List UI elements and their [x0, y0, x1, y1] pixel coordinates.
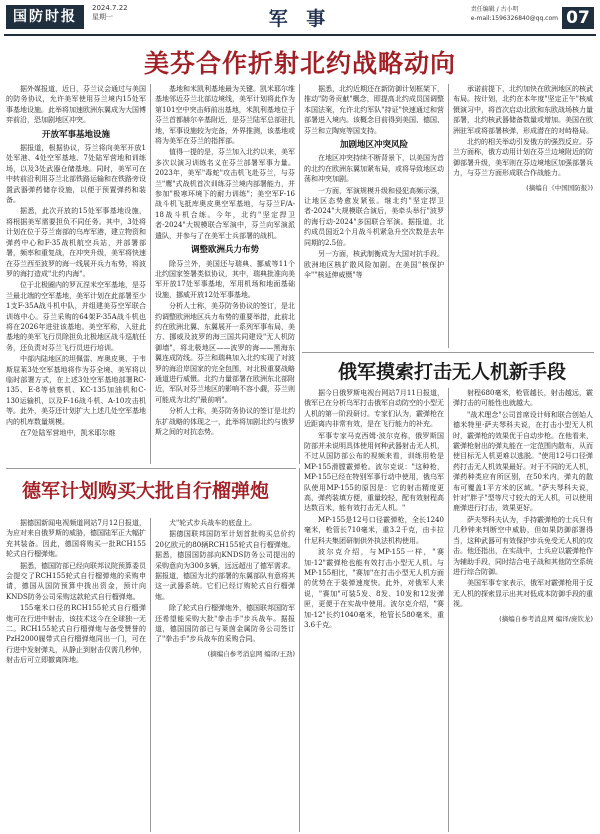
- paragraph: 中部内陆地区的坦佩雷、库奥皮奥、于韦斯屈莱3处空军基地将作为芬全境、美军将以临时部署方式，在上述3处空军基地部署RC-135、E-8等侦察机、KC-135加油机和C-130运输机，以及F-16战斗机、A-10攻击机等。此外，美芬还计划扩大上述几处空军基地内的机库数量规模。: [6, 355, 146, 426]
- a3c1: [6, 518, 146, 666]
- article1-source: (摘编自《中国国防报》): [526, 183, 593, 192]
- paragraph: 除芬兰外，美国还与瑞典、挪威等11个北约国家签署类似协议，其中，瑞典批准向美军开放17处军事基地，军用机场和地面基础设施，挪威开放12处军事基地。: [155, 259, 295, 299]
- paragraph: 位于北极圈内的罗瓦涅米空军基地，是芬兰最北端的空军基地，美军计划在此部署至少1支F-35A战斗机中队，并组建美芬空军联合训练中心。芬兰采购的64架F-35A战斗机也将在2026年进驻该基地。美空军称，入驻此基地的美军飞行员除担负北极地区战斗巡航任务，还负责对芬兰飞行员进行培训。: [6, 281, 146, 352]
- paragraph: 据报道，根据协议，芬兰将向美军开放1处军港、4处空军基地、7处陆军营地和训练场，以及3处武器仓储基地。同时，美军可在中转前沿利用芬兰北部铁路运输和在铁路旁设置武器弹药储存设施，以便于预置弹药和装备。: [6, 144, 146, 205]
- article1-column-1: [6, 84, 146, 464]
- column-divider: [299, 84, 300, 464]
- column-divider: [150, 84, 151, 464]
- paragraph: 分析人士称，美芬防务协议的签订，是北约调整欧洲地区兵力布势的重要举措，此前北约在欧洲北翼、东翼展开一系列军事布局，美方、挪威及波罗的海三国共同建设"无人机防御墙"，将北极地区——波罗的海——黑海东翼连成防线。芬兰和瑞典加入北约实现了对波罗的海沿岸国家的完全包围，对北极重要战略通道进行威慑。北约力量部署在欧洲东北部附近，军队对芬兰地区的影响不容小觑，芬兰则可能成为北约"最前哨"。: [155, 302, 295, 404]
- article3-headline: 德军计划购买大批自行榴弹炮: [22, 480, 270, 502]
- paragraph: 据德国联邦国防军计划首批购买总价约20亿欧元的80辆RCH155轮式自行榴弹炮。据悉，德国国防部向KNDS防务公司提出的采购意向为300多辆，远远超出了德军需求。据报道，德国为北约部署的东翼部队有意将其这一武器系统。它们已经订购轮式自行榴弹炮。: [155, 530, 295, 601]
- paragraph: "战术理念"公司首席设计师和联合创始人德米特里·萨夫琴科夫说，在打击小型无人机时，霰弹枪的效果优于自动步枪。在他看来，霰弹枪射出的弹丸能在一定范围内散布，从而使目标无人机更难以逃脱。"使用12号口径弹药打击无人机效果最好。对于不同的无人机，弹药种类应有所区别，在50米内，弹丸的散布可覆盖1平方米的区域。"萨夫琴科夫说，针对"胖子"型等尺寸较大的无人机，可以使用鹿弹进行打击，效果更好。: [453, 410, 593, 513]
- paragraph: 波尔克介绍，与MP-155一样，"赛加-12"霰弹枪也能有效打击小型无人机。与MP-155相比，"赛加"在打击小型无人机方面的优势在于装弹速度快。此外，对俄军人来说，"赛加"可装5发、8发、10发和12发弹匣，更便于在实战中使用。波尔克介绍，"赛加-12"长约1040毫米，枪管长580毫米，重3.6千克。: [304, 548, 444, 629]
- paragraph: 据德国新闻电视频道网站7月12日报道，为应对来自俄罗斯的威胁，德国陆军正大幅扩充其装备。因此，德国将购买一批RCH155轮式自行榴弹炮。: [6, 519, 146, 559]
- paragraph: 军事专家马克西姆·波尔克称，俄罗斯国防部并未说明具体使用何种武器射击无人机，不过从国防部公布的视频来看，训练用枪是MP-155滑膛霰弹枪。波尔克说："这种枪，MP-155已经在特别军事行动中使用，俄乌军队使用MP-155的原因是：它的射击精度更高，弹药装填方便，重量较轻，配有效射程高达数百米，能有效打击无人机。": [304, 431, 444, 513]
- paragraph: 据悉，此次开放的15处军事基地设施，将根据美军需要担负不同任务。其中，3处将计划在位于芬兰南部的乌库军港，建立物资和弹药中心和F-35战机航空兵站，并部署部署，频率和重复战，在冲突升级，美军将快速在芬兰西至波罗的海一线展开兵力布势，将波罗的海打造成"北约内海"。: [6, 207, 146, 278]
- a1c3-top: [304, 84, 444, 136]
- column-divider: [448, 388, 449, 832]
- article1-column-4: [453, 84, 593, 348]
- article1-column-2: [155, 84, 295, 464]
- paragraph: 萨夫琴科夫认为，手持霰弹枪的士兵只有几秒钟来判断空中威胁，但如果防御部署得当，这种武器可有效保护步兵免受无人机的攻击。他还指出，在实战中，士兵应以霰弹枪作为辅助手段，同时结合电子战和其他防空系统进行综合防御。: [453, 515, 593, 576]
- paragraph: 射程680毫米，枪管越长，射击越远，霰弹打击的可能性也就越大。: [453, 389, 593, 408]
- section-divider: [6, 468, 296, 469]
- column-divider: [448, 84, 449, 348]
- column-divider: [299, 468, 300, 832]
- paragraph: MP-155是12号口径霰弹枪，全长1240毫米，枪管长710毫米，重3.2千克，由卡拉什尼科夫集团研制供外执法机构使用。: [304, 515, 444, 545]
- page-number: 07: [562, 7, 594, 29]
- section-divider: [302, 352, 594, 353]
- paragraph: 美国军事专家表示，俄军对霰弹枪用于反无人机的探索显示出其对低成本防御手段的重视。: [453, 579, 593, 609]
- paragraph: 在7处陆军营地中，凯米耶尔维: [20, 429, 116, 437]
- a2c1: [304, 388, 444, 630]
- paragraph: 分析人士称，美芬防务协议的签订是北约东扩战略的体现之一，此举将加剧北约与俄罗斯之间的对抗态势。: [155, 407, 295, 436]
- paragraph: 北约的相关举动引发俄方的强烈反应。芬兰方面称，俄方动用计划在芬兰边境附近的防御部署升级，美军则在芬边境地区加强部署兵力，与芬兰方面形成联合作战能力。: [453, 138, 593, 178]
- article3-source: (摘编自参考消息网 编译/王劲): [207, 649, 295, 658]
- a3c2: [155, 518, 295, 645]
- editor-info: 责任编辑 / 古小明 e-mail:1596326840@qq.com: [470, 6, 558, 22]
- paragraph: 另一方面，核武制衡成为大国对抗手段。欧洲地区核扩散风险加剧。在美国"核保护伞""核延伸威慑"等: [304, 250, 444, 279]
- a1c2-mid: [155, 259, 295, 438]
- a1c3-mid: [304, 153, 444, 280]
- issue-date: 2024.7.22 星期一: [92, 4, 128, 21]
- paragraph: 155毫米口径的RCH155轮式自行榴弹炮可在行进中射击，该技术这今在全球独一无二。RCH155轮式自行榴弹炮与备受赞誉的PzH2000履带式自行榴弹炮同出一门，可在行进中发射弹丸，从静止到射击仅需几秒钟，射击后可立即撤离阵地。: [6, 604, 146, 665]
- paragraph: 承诺前提下，北约加快在欧洲地区的核武布局。按计划，北约在本年度"坚定正午"核威慑演习中，将首次启动北欧和东欧战场核力量部署，北约核武器储备数量或增加。美国在欧洲驻军或将部署核弹，形成潜在的对峙格局。: [453, 85, 593, 135]
- paragraph: 据悉，北约近期还在新防御计划框架下，推动"防务贡献"概念，即提高北约成员国调整本国法案，允许北约军队"持证"快速通过和营部署进入境内。该概念目前得到美国、德国、芬兰和立陶宛等国支持。: [304, 85, 444, 135]
- paragraph: 据今日俄罗斯电视台网站7月11日报道，俄军已在分析乌军打击俄军自动防空的小型无人机的第一阶段研讨。专家们认为，霰弹枪在近距离内非常有效，是在飞行能力的补充。: [304, 389, 444, 429]
- paragraph: 犬"轮式步兵战车的底盘上。: [169, 519, 257, 527]
- a1c2-top: [155, 84, 295, 241]
- subhead-force-posture: 调整欧洲兵力布势: [190, 245, 259, 256]
- paragraph: 据外媒报道，近日，芬兰议会通过与美国的防务协议，允许美军使用芬兰境内15处军事基地设施。此举将加速欧洲东翼成为大国博弈前沿，恐加剧地区冲突。: [6, 85, 146, 125]
- subhead-conflict-risk: 加剧地区冲突风险: [339, 140, 408, 151]
- paragraph: 在地区冲突持续不断背景下，以美国为首的北约在欧洲东翼加紧布局，或将导致地区动荡和冲突加剧。: [304, 154, 444, 184]
- article2-source: (摘编自参考消息网 编译/庞钦龙): [499, 614, 593, 623]
- paragraph: 一方面，军演规模升级和侵犯高频示强，让地区态势愈发紧张。继北约"坚定捍卫者-2024"大规模联合演后，美牵头举行"波罗的海行动-2024"多国联合军演。据报道，北约成员国近2个月战斗机紧急升空次数是去年同期的2.5倍。: [304, 186, 444, 247]
- article3-column-1: [6, 518, 146, 832]
- masthead-rule: [4, 34, 596, 36]
- article3-column-2: [155, 518, 295, 832]
- article1-headline: 美芬合作折射北约战略动向: [143, 49, 456, 78]
- paragraph: 据悉，德国防部已经向联邦议院预算委员会提交了RCH155轮式自行榴弹炮的采购申请，德国从国防预算中拨出资金，预计向KNDS防务公司采购这款轮式自行榴弹炮。: [6, 561, 146, 601]
- article2-headline: 俄军摸索打击无人机新手段: [338, 361, 567, 383]
- article1-column-3: [304, 84, 444, 348]
- article2-column-2: [453, 388, 593, 832]
- paragraph: 基地和米凯利基地最为关键。凯米耶尔维基地邻近芬兰北部边境线，美军计划将此作为第101空中突击师前出基地，米凯利基地位于芬兰首都赫尔辛基附近，是芬兰陆军总部驻扎地，军事设施较为完备，外界推测，该基地或将为美军在芬兰的指挥部。: [155, 85, 295, 146]
- subhead-base-opening: 开放军事基地设施: [41, 129, 110, 140]
- paragraph: 除了轮式自行榴弹炮外，德国联邦国防军还希望能采购大批"拳击手"步兵战车。据报道，德国国防部已与莱茵金属防务公司签订了"拳击手"步兵战车的采购合同。: [155, 604, 295, 644]
- article2-column-1: [304, 388, 444, 832]
- masthead: [0, 0, 600, 38]
- paragraph: 值得一提的是，芬兰加入北约以来，美军多次以演习训练名义在芬兰部署军事力量。2023年，美军"毒蛇"攻击机飞赴芬兰，与芬兰"鹰"式战机首次训练芬兰境内部署能力，并参加"极寒环境下的耐力训练"；美空军F-16战斗机飞抵库奥皮奥空军基地，与芬兰F/A-18战斗机合练。今年，北约"坚定捍卫者-2024"大规模联合军演中，芬兰向军演派遣队，并参与了在美军士兵部署的战机。: [155, 148, 295, 240]
- newspaper-logo: 国防时报: [6, 5, 84, 29]
- a1c1-mid: [6, 143, 146, 438]
- a1c4-top: [453, 84, 593, 179]
- section-title: 军 事: [268, 8, 332, 30]
- a2c2: [453, 388, 593, 610]
- a1c1-top: [6, 84, 146, 126]
- column-divider: [150, 518, 151, 832]
